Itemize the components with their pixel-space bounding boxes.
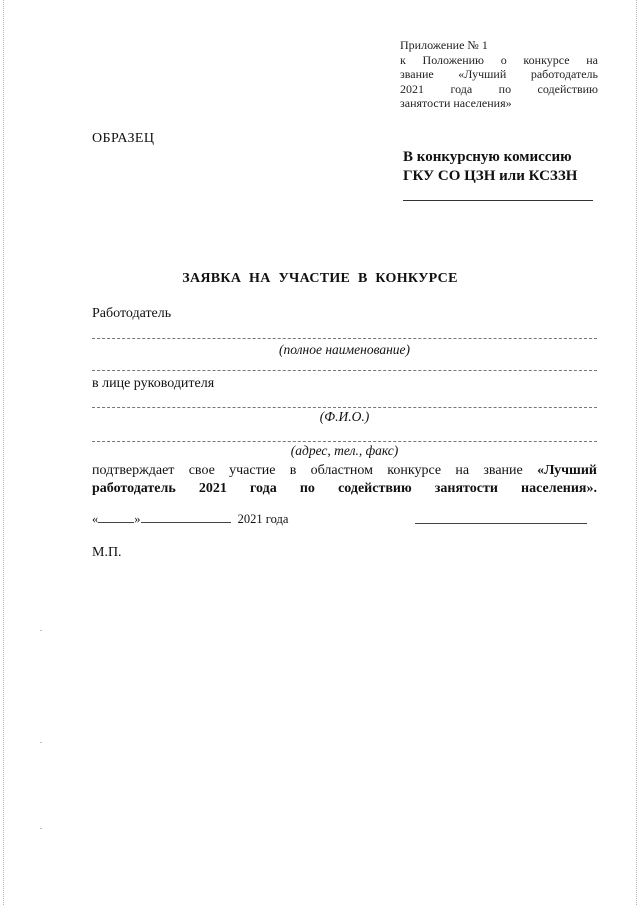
director-name-line xyxy=(92,407,597,408)
date-year-text: 2021 года xyxy=(237,512,289,526)
sample-label: ОБРАЗЕЦ xyxy=(92,131,155,146)
addressee-line-2: ГКУ СО ЦЗН или КСЗЗН xyxy=(403,168,578,184)
represented-by-label: в лице руководителя xyxy=(92,376,215,391)
confirmation-text xyxy=(92,462,597,498)
employer-name-line xyxy=(92,338,597,339)
scan-mark xyxy=(40,742,42,743)
page-right-edge xyxy=(636,0,637,905)
appendix-line-2: к Положению о конкурсе на xyxy=(400,52,598,67)
addressee-block xyxy=(403,148,598,186)
month-blank xyxy=(141,511,231,523)
appendix-note xyxy=(400,38,598,111)
scan-mark xyxy=(40,828,42,829)
scan-mark xyxy=(40,630,42,631)
address-caption: (адрес, тел., факс) xyxy=(290,443,399,458)
document-title: ЗАЯВКА НА УЧАСТИЕ В КОНКУРСЕ xyxy=(182,271,458,286)
date-open-quote: « xyxy=(92,512,99,526)
confirmation-line-2: работодатель 2021 года по содействию занятости населения». xyxy=(92,481,597,496)
date-close-quote: » xyxy=(134,512,141,526)
appendix-line-1: Приложение № 1 xyxy=(400,38,488,52)
page-left-edge xyxy=(3,0,4,905)
addressee-signature-line xyxy=(403,200,593,201)
day-blank xyxy=(98,511,134,523)
appendix-line-4: 2021 года по содействию xyxy=(400,81,598,96)
address-line xyxy=(92,441,597,442)
confirmation-plain-text: подтверждает свое участие в областном конкурсе на звание xyxy=(92,463,538,478)
date-row xyxy=(92,511,288,527)
stamp-label: М.П. xyxy=(92,545,122,560)
addressee-line-1: В конкурсную комиссию xyxy=(403,149,572,165)
confirmation-line-1 xyxy=(92,462,597,480)
confirmation-bold-text: «Лучший xyxy=(537,463,597,478)
signature-line xyxy=(415,523,587,524)
employer-name-line-2 xyxy=(92,370,597,371)
appendix-line-3: звание «Лучший работодатель xyxy=(400,67,598,82)
fio-caption: (Ф.И.О.) xyxy=(319,409,370,424)
full-name-caption: (полное наименование) xyxy=(278,342,411,357)
employer-label: Работодатель xyxy=(92,306,172,321)
appendix-line-5: занятости населения» xyxy=(400,96,512,111)
